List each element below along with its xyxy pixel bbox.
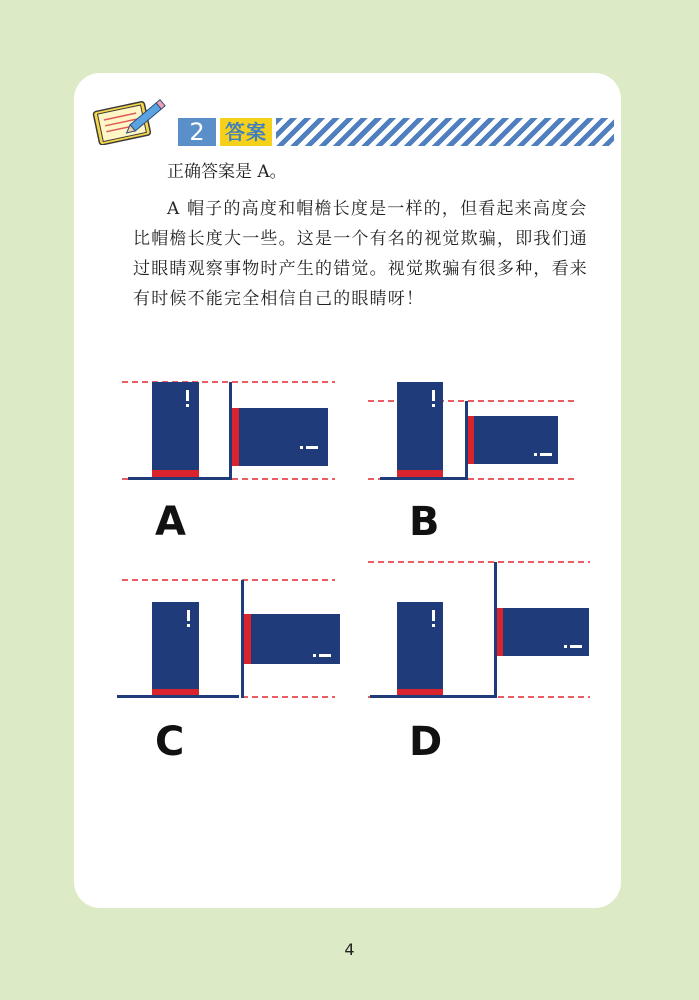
option-label-c: C [155,719,185,765]
explanation-paragraph: A 帽子的高度和帽檐长度是一样的，但看起来高度会比帽檐长度大一些。这是一个有名的视觉欺骗，即我们通过眼睛观察事物时产生的错觉。视觉欺骗有很多种，看来有时候不能完全相信自己的眼睛呀！ [133,199,588,309]
answer-line: 正确答案是 A。 [167,162,287,182]
notepad-pencil-icon [88,95,178,145]
section-header [88,95,608,145]
section-number: 2 [178,118,216,146]
option-label-d: D [409,719,443,765]
page-number: 4 [344,940,355,959]
section-title: 答案 [220,118,272,146]
option-label-b: B [409,499,440,545]
content-card [74,73,621,908]
decorative-stripes [276,118,614,146]
option-label-a: A [155,499,186,545]
